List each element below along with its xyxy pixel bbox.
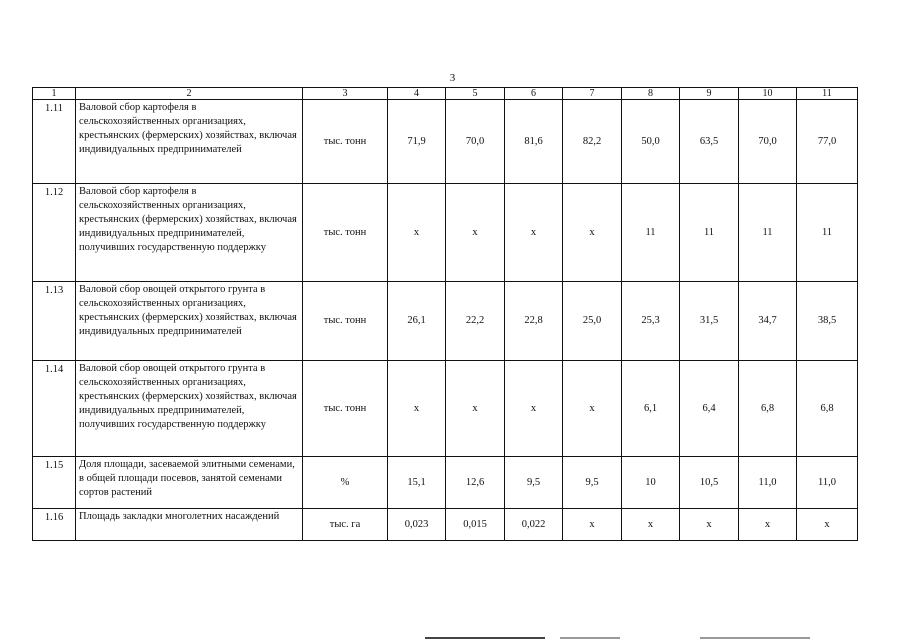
indicator-description: Валовой сбор овощей открытого грунта в сельскохозяйственных организациях, крестьянских (фермерских) хозяйствах, включая индивидуальных предпринимателей, получивших государственную поддержку (76, 361, 303, 457)
value-cell: x (563, 184, 622, 282)
indicator-description: Валовой сбор овощей открытого грунта в сельскохозяйственных организациях, крестьянских (фермерских) хозяйствах, включая индивидуальных предпринимателей (76, 282, 303, 361)
value-cell: 15,1 (388, 457, 446, 509)
value-cell: 38,5 (797, 282, 858, 361)
value-cell: 77,0 (797, 100, 858, 184)
header-cell: 5 (446, 88, 505, 100)
header-row (33, 88, 858, 100)
value-cell: 25,0 (563, 282, 622, 361)
table-row (33, 282, 858, 361)
value-cell: x (446, 184, 505, 282)
value-cell: x (797, 509, 858, 541)
indicator-description: Валовой сбор картофеля в сельскохозяйственных организациях, крестьянских (фермерских) хозяйствах, включая индивидуальных предпринимателей (76, 100, 303, 184)
value-cell: 11 (680, 184, 739, 282)
value-cell: 22,8 (505, 282, 563, 361)
header-cell: 2 (76, 88, 303, 100)
header-cell: 3 (303, 88, 388, 100)
value-cell: x (388, 361, 446, 457)
unit-cell: тыс. га (303, 509, 388, 541)
value-cell: x (388, 184, 446, 282)
value-cell: 11,0 (739, 457, 797, 509)
value-cell: x (680, 509, 739, 541)
header-cell: 4 (388, 88, 446, 100)
row-number: 1.15 (33, 457, 76, 509)
row-number: 1.13 (33, 282, 76, 361)
header-cell: 1 (33, 88, 76, 100)
value-cell: 9,5 (563, 457, 622, 509)
header-cell: 9 (680, 88, 739, 100)
row-number: 1.16 (33, 509, 76, 541)
value-cell: x (622, 509, 680, 541)
indicators-table (32, 87, 858, 541)
value-cell: 26,1 (388, 282, 446, 361)
value-cell: 10 (622, 457, 680, 509)
value-cell: x (505, 184, 563, 282)
table-row (33, 457, 858, 509)
value-cell: 11 (622, 184, 680, 282)
value-cell: 0,015 (446, 509, 505, 541)
value-cell: 0,022 (505, 509, 563, 541)
header-cell: 7 (563, 88, 622, 100)
unit-cell: тыс. тонн (303, 282, 388, 361)
value-cell: 10,5 (680, 457, 739, 509)
page-number: 3 (449, 72, 456, 84)
value-cell: 63,5 (680, 100, 739, 184)
header-cell: 10 (739, 88, 797, 100)
unit-cell: тыс. тонн (303, 100, 388, 184)
value-cell: 6,8 (739, 361, 797, 457)
value-cell: 11,0 (797, 457, 858, 509)
scan-artifact-line (700, 637, 810, 639)
value-cell: 9,5 (505, 457, 563, 509)
value-cell: x (739, 509, 797, 541)
scan-artifact-line (425, 637, 545, 639)
value-cell: 82,2 (563, 100, 622, 184)
value-cell: 6,1 (622, 361, 680, 457)
row-number: 1.11 (33, 100, 76, 184)
unit-cell: тыс. тонн (303, 361, 388, 457)
table-row (33, 184, 858, 282)
value-cell: 50,0 (622, 100, 680, 184)
table-body (33, 88, 858, 541)
value-cell: x (446, 361, 505, 457)
table-row (33, 361, 858, 457)
value-cell: x (563, 509, 622, 541)
header-cell: 6 (505, 88, 563, 100)
value-cell: 31,5 (680, 282, 739, 361)
value-cell: 25,3 (622, 282, 680, 361)
value-cell: x (505, 361, 563, 457)
value-cell: 70,0 (446, 100, 505, 184)
value-cell: 34,7 (739, 282, 797, 361)
row-number: 1.12 (33, 184, 76, 282)
value-cell: x (563, 361, 622, 457)
value-cell: 81,6 (505, 100, 563, 184)
value-cell: 11 (739, 184, 797, 282)
value-cell: 22,2 (446, 282, 505, 361)
value-cell: 6,8 (797, 361, 858, 457)
value-cell: 71,9 (388, 100, 446, 184)
indicator-description: Доля площади, засеваемой элитными семенами, в общей площади посевов, занятой семенами сортов растений (76, 457, 303, 509)
header-cell: 8 (622, 88, 680, 100)
scan-artifact-line (560, 637, 620, 639)
value-cell: 0,023 (388, 509, 446, 541)
table-row (33, 509, 858, 541)
value-cell: 70,0 (739, 100, 797, 184)
indicator-description: Валовой сбор картофеля в сельскохозяйственных организациях, крестьянских (фермерских) хозяйствах, включая индивидуальных предпринимателей, получивших государственную поддержку (76, 184, 303, 282)
unit-cell: тыс. тонн (303, 184, 388, 282)
indicator-description: Площадь закладки многолетних насаждений (76, 509, 303, 541)
value-cell: 6,4 (680, 361, 739, 457)
value-cell: 11 (797, 184, 858, 282)
table-row (33, 100, 858, 184)
row-number: 1.14 (33, 361, 76, 457)
value-cell: 12,6 (446, 457, 505, 509)
header-cell: 11 (797, 88, 858, 100)
unit-cell: % (303, 457, 388, 509)
